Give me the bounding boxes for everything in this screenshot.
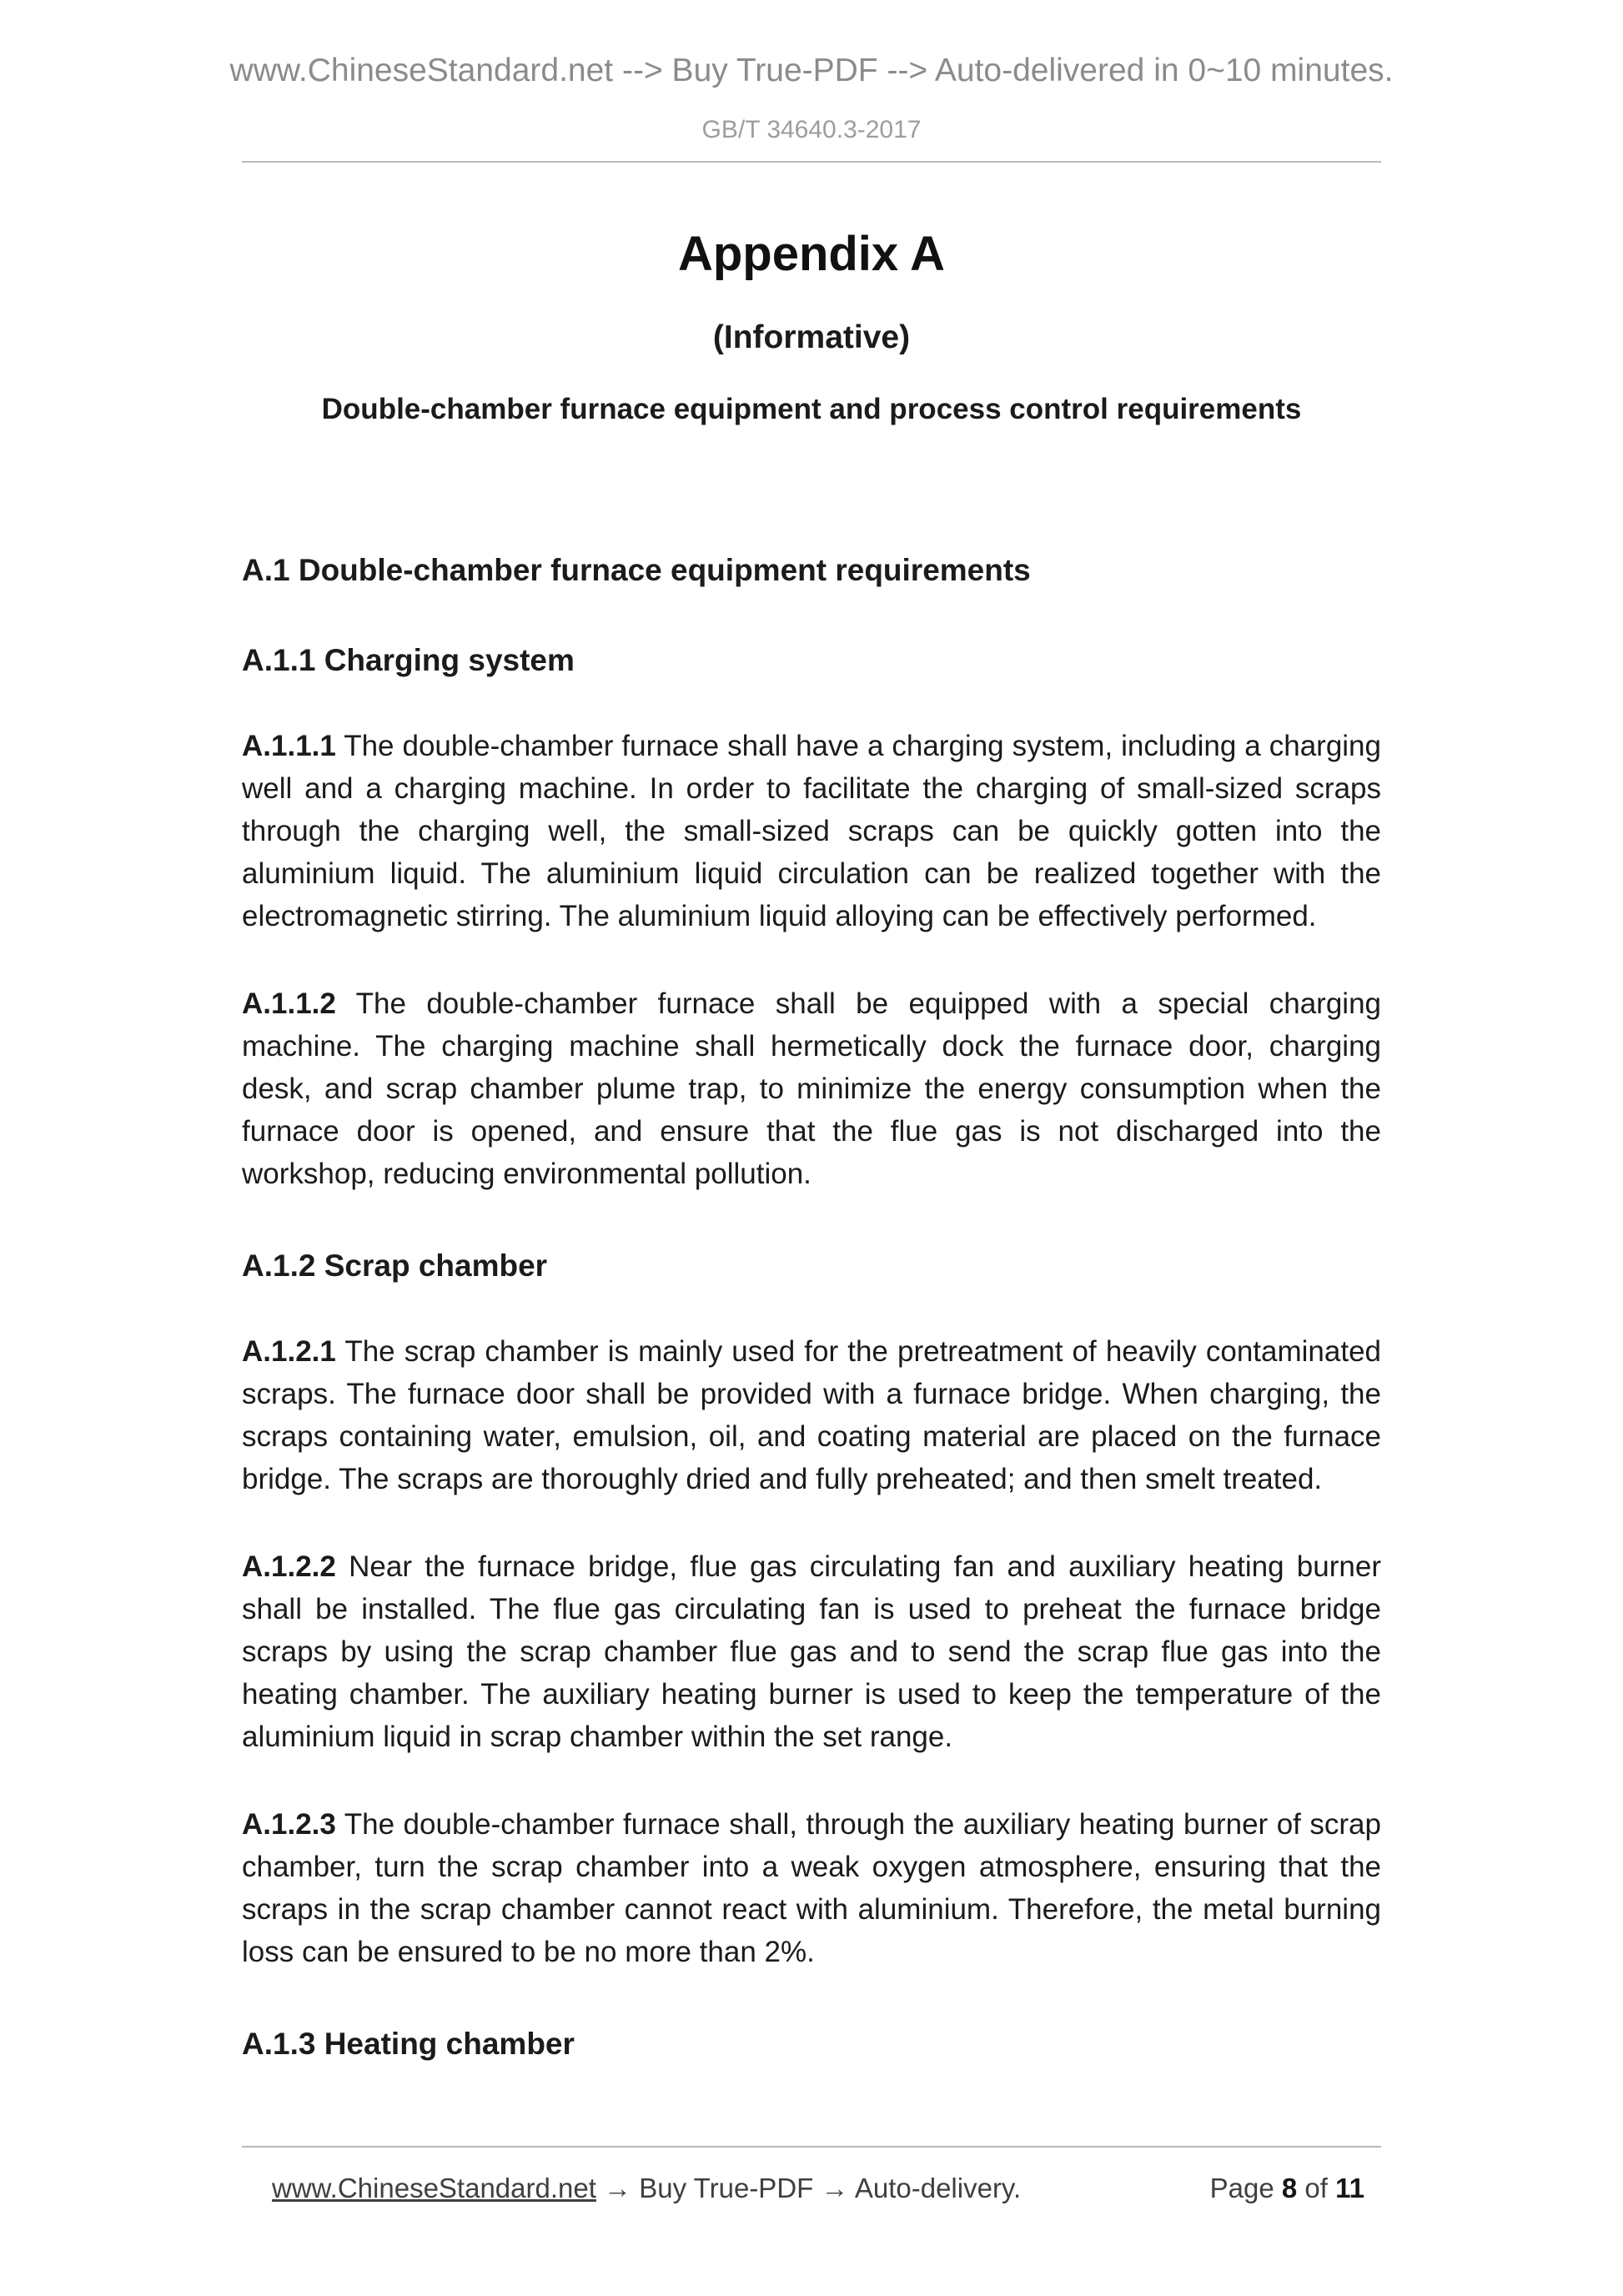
paragraph-a1-1-2	[242, 982, 1381, 1195]
informative-label: (Informative)	[712, 319, 911, 355]
paragraph-text: Near the furnace bridge, flue gas circulating fan and auxiliary heating burner shall be installed. The flue gas circulating fan is used to preheat the furnace bridge scraps by using the scrap chamber flue gas and to send the scrap flue gas into the heating chamber. The auxiliary heating burner is used to keep the temperature of the aluminium liquid in scrap chamber within the set range.	[242, 1550, 1381, 1754]
paragraph-label: A.1.1.1	[242, 730, 336, 763]
paragraph-text: The double-chamber furnace shall have a charging system, including a charging well and a charging machine. In order to facilitate the charging of small-sized scraps through the charging well, the small-sized scraps can be quickly gotten into the aluminium liquid. The aluminium liquid circulation can be realized together with the electromagnetic stirring. The aluminium liquid alloying can be effectively performed.	[242, 730, 1381, 933]
paragraph-a1-1-1	[242, 725, 1381, 937]
sub-heading-a1-2: A.1.2 Scrap chamber	[242, 1248, 548, 1284]
paragraph-label: A.1.2.1	[242, 1335, 336, 1369]
paragraph-label: A.1.2.3	[242, 1808, 336, 1841]
page-content	[242, 163, 1381, 2064]
footer-promo	[242, 2173, 1021, 2204]
paragraph-text: The double-chamber furnace shall, through the auxiliary heating burner of scrap chamber, turn the scrap chamber into a weak oxygen atmosphere, ensuring that the scraps in the scrap chamber cannot react with aluminium. Therefore, the metal burning loss can be ensured to be no more than 2%.	[242, 1808, 1381, 1969]
of-word: of	[1304, 2173, 1328, 2203]
appendix-title: Appendix A	[677, 226, 946, 281]
section-heading-a1: A.1 Double-chamber furnace equipment requirements	[242, 552, 1031, 587]
paragraph-a1-2-2	[242, 1545, 1381, 1758]
page-total-number: 11	[1335, 2173, 1364, 2203]
sub-heading-a1-3: A.1.3 Heating chamber	[242, 2027, 575, 2062]
paragraph-a1-2-3	[242, 1803, 1381, 1973]
paragraph-text: The double-chamber furnace shall be equipped with a special charging machine. The charging machine shall hermetically dock the furnace door, charging desk, and scrap chamber plume trap, to minimize the energy consumption when the furnace door is opened, and ensure that the flue gas is not discharged into the workshop, reducing environmental pollution.	[242, 987, 1381, 1191]
footer-page-indicator	[1210, 2173, 1381, 2204]
document-number: GB/T 34640.3-2017	[701, 115, 922, 143]
page-current-number: 8	[1281, 2173, 1298, 2203]
paragraph-label: A.1.1.2	[242, 987, 336, 1021]
appendix-subject-title: Double-chamber furnace equipment and process control requirements	[321, 392, 1302, 425]
footer-line	[242, 2173, 1381, 2204]
page-word: Page	[1209, 2173, 1274, 2203]
arrow-right-icon: →	[821, 2173, 849, 2203]
paragraph-a1-2-1	[242, 1330, 1381, 1500]
footer-site-link[interactable]: www.ChineseStandard.net	[272, 2173, 596, 2203]
header-promo-text: www.ChineseStandard.net --> Buy True-PDF --> Auto-delivered in 0~10 minutes.	[229, 53, 1394, 88]
paragraph-label: A.1.2.2	[242, 1550, 336, 1584]
sub-heading-a1-1: A.1.1 Charging system	[242, 642, 575, 677]
footer	[242, 2146, 1381, 2204]
footer-divider	[242, 2146, 1381, 2148]
paragraph-text: The scrap chamber is mainly used for the pretreatment of heavily contaminated scraps. The furnace door shall be provided with a furnace bridge. When charging, the scraps containing water, emulsion, oil, and coating material are placed on the furnace bridge. The scraps are thoroughly dried and fully preheated; and then smelt treated.	[242, 1335, 1381, 1496]
footer-buy-text: Buy True-PDF	[639, 2173, 814, 2203]
arrow-right-icon: →	[604, 2173, 632, 2203]
footer-delivery-text: Auto-delivery.	[854, 2173, 1022, 2203]
